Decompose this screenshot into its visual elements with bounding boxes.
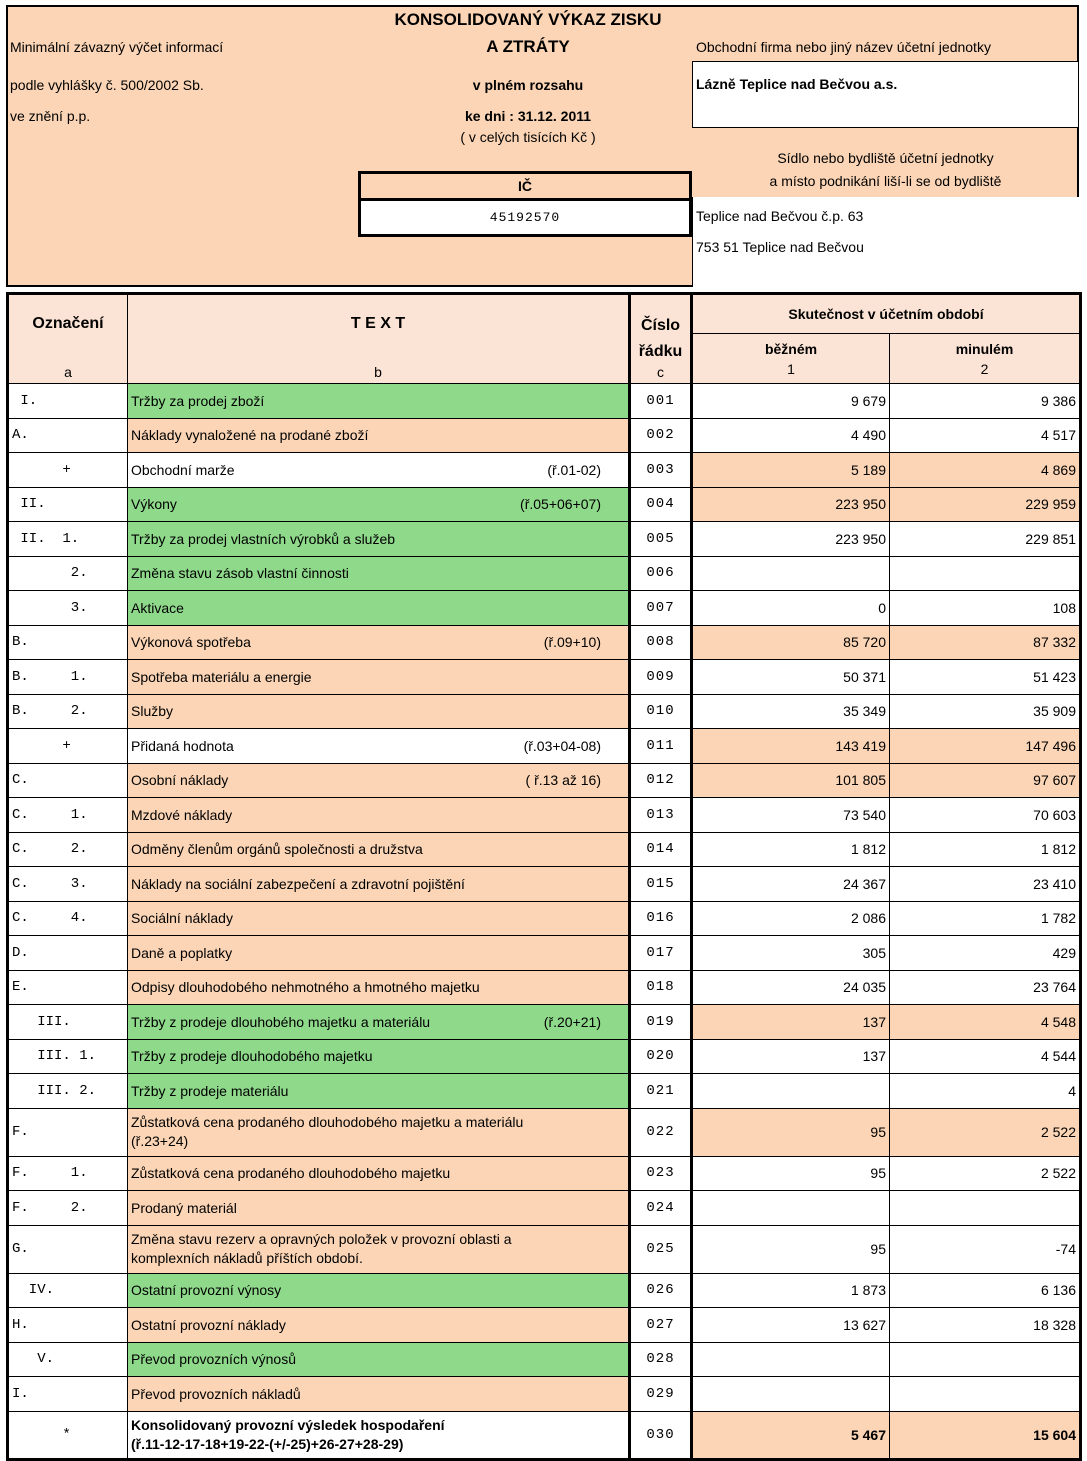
address-line2: 753 51 Teplice nad Bečvou — [696, 239, 864, 255]
value-previous: 23 410 — [890, 867, 1081, 902]
row-number: 013 — [630, 798, 692, 833]
row-label: Aktivace — [131, 599, 184, 616]
value-current: 2 086 — [692, 901, 890, 936]
row-label: Tržby z prodeje dlouhodobého majetku — [131, 1048, 373, 1065]
value-current: 95 — [692, 1225, 890, 1273]
ic-value: 45192570 — [489, 210, 561, 225]
value-previous: 1 782 — [890, 901, 1081, 936]
income-statement-table — [6, 292, 1082, 1461]
row-designation: A. — [8, 418, 128, 453]
row-label: Výkony — [131, 496, 177, 513]
ic-label: IČ — [361, 174, 689, 201]
row-designation: I. — [8, 1377, 128, 1412]
table-row — [8, 522, 1081, 557]
row-designation: II. — [8, 487, 128, 522]
table-row — [8, 384, 1081, 419]
value-current: 13 627 — [692, 1308, 890, 1343]
report-title-line1: KONSOLIDOVANÝ VÝKAZ ZISKU — [394, 10, 662, 29]
value-current — [692, 1074, 890, 1109]
row-designation: + — [8, 453, 128, 488]
row-designation: E. — [8, 970, 128, 1005]
report-title-line2: A ZTRÁTY — [486, 37, 570, 56]
table-row — [8, 487, 1081, 522]
value-previous: 2 522 — [890, 1156, 1081, 1191]
row-number: 025 — [630, 1225, 692, 1273]
table-row — [8, 1411, 1081, 1459]
value-current — [692, 1191, 890, 1226]
report-sheet — [6, 5, 1079, 1461]
row-text — [128, 936, 630, 971]
value-current — [692, 556, 890, 591]
value-previous: 2 522 — [890, 1108, 1081, 1156]
row-text — [128, 556, 630, 591]
row-text — [128, 832, 630, 867]
row-number: 024 — [630, 1191, 692, 1226]
row-text — [128, 1342, 630, 1377]
table-row — [8, 1156, 1081, 1191]
table-row — [8, 936, 1081, 971]
table-row — [8, 418, 1081, 453]
table-row — [8, 1074, 1081, 1109]
row-text — [128, 660, 630, 695]
table-row — [8, 694, 1081, 729]
row-text-line2: komplexních nákladů příštích období. — [131, 1250, 363, 1266]
row-text — [128, 418, 630, 453]
row-designation: C. 2. — [8, 832, 128, 867]
column-header-period: Skutečnost v účetním období — [692, 294, 1081, 334]
row-formula: (ř.20+21) — [543, 1013, 601, 1030]
value-previous: 4 — [890, 1074, 1081, 1109]
row-number: 020 — [630, 1039, 692, 1074]
row-designation: C. 4. — [8, 901, 128, 936]
row-number: 012 — [630, 763, 692, 798]
value-previous: 51 423 — [890, 660, 1081, 695]
row-label: Tržby za prodej vlastních výrobků a služeb — [131, 530, 396, 547]
row-label: Osobní náklady — [131, 772, 229, 789]
table-row — [8, 1342, 1081, 1377]
row-text — [128, 1074, 630, 1109]
row-number: 029 — [630, 1377, 692, 1412]
row-number: 002 — [630, 418, 692, 453]
row-text — [128, 694, 630, 729]
row-label: Prodaný materiál — [131, 1199, 237, 1216]
row-number: 018 — [630, 970, 692, 1005]
value-current: 35 349 — [692, 694, 890, 729]
value-previous: 97 607 — [890, 763, 1081, 798]
row-label: Změna stavu zásob vlastní činnosti — [131, 565, 349, 582]
row-text — [128, 798, 630, 833]
row-number: 008 — [630, 625, 692, 660]
value-previous: 108 — [890, 591, 1081, 626]
row-formula: ( ř.13 až 16) — [525, 772, 601, 789]
table-row — [8, 1039, 1081, 1074]
row-number: 026 — [630, 1273, 692, 1308]
row-designation: C. 3. — [8, 867, 128, 902]
row-text — [128, 384, 630, 419]
row-designation: * — [8, 1411, 128, 1459]
row-label: Mzdové náklady — [131, 806, 233, 823]
row-label: Odpisy dlouhodobého nehmotného a hmotného majetku — [131, 979, 480, 996]
value-previous: 229 959 — [890, 487, 1081, 522]
row-text-line2: (ř.11-12-17-18+19-22-(+/-25)+26-27+28-29) — [131, 1435, 404, 1452]
row-text — [128, 1411, 630, 1459]
row-text — [128, 1156, 630, 1191]
row-number: 022 — [630, 1108, 692, 1156]
table-row — [8, 867, 1081, 902]
table-row — [8, 1225, 1081, 1273]
value-previous: 229 851 — [890, 522, 1081, 557]
row-designation: III. — [8, 1005, 128, 1040]
value-previous: 87 332 — [890, 625, 1081, 660]
report-scope: v plném rozsahu — [472, 77, 584, 93]
value-current: 5 189 — [692, 453, 890, 488]
row-text — [128, 1225, 630, 1273]
value-previous: 1 812 — [890, 832, 1081, 867]
row-text — [128, 1108, 630, 1156]
table-row — [8, 970, 1081, 1005]
legal-note-line3: ve znění p.p. — [10, 108, 91, 124]
value-previous: 9 386 — [890, 384, 1081, 419]
row-text — [128, 1377, 630, 1412]
table-row — [8, 453, 1081, 488]
row-designation: 2. — [8, 556, 128, 591]
row-text — [128, 1273, 630, 1308]
row-designation: IV. — [8, 1273, 128, 1308]
value-current — [692, 1342, 890, 1377]
value-previous: 4 544 — [890, 1039, 1081, 1074]
row-number: 021 — [630, 1074, 692, 1109]
value-current: 1 873 — [692, 1273, 890, 1308]
report-date: ke dni : 31.12. 2011 — [464, 108, 592, 124]
row-label: Tržby z prodeje materiálu — [131, 1082, 289, 1099]
row-label: Obchodní marže — [131, 461, 235, 478]
value-current: 305 — [692, 936, 890, 971]
address-box — [692, 197, 1079, 287]
row-label: Služby — [131, 703, 174, 720]
value-previous — [890, 1377, 1081, 1412]
row-label: Ostatní provozní výnosy — [131, 1282, 282, 1299]
table-row — [8, 763, 1081, 798]
legal-note-line1: Minimální závazný výčet informací — [10, 39, 224, 55]
table-row — [8, 556, 1081, 591]
row-label: Převod provozních nákladů — [131, 1385, 301, 1402]
row-text — [128, 729, 630, 764]
value-previous: 15 604 — [890, 1411, 1081, 1459]
value-current: 5 467 — [692, 1411, 890, 1459]
table-row — [8, 1308, 1081, 1343]
row-number: 017 — [630, 936, 692, 971]
row-designation: III. 2. — [8, 1074, 128, 1109]
row-number: 006 — [630, 556, 692, 591]
value-current: 4 490 — [692, 418, 890, 453]
seat-label-line2: a místo podnikání liší-li se od bydliště — [769, 173, 1002, 189]
row-text — [128, 763, 630, 798]
row-label: Výkonová spotřeba — [131, 634, 251, 651]
report-units: ( v celých tisících Kč ) — [460, 129, 596, 145]
row-designation: H. — [8, 1308, 128, 1343]
row-designation: B. 2. — [8, 694, 128, 729]
table-row — [8, 660, 1081, 695]
value-current: 101 805 — [692, 763, 890, 798]
report-header — [6, 5, 1079, 287]
row-text — [128, 1039, 630, 1074]
table-row — [8, 798, 1081, 833]
row-text — [128, 1191, 630, 1226]
row-label: Sociální náklady — [131, 910, 233, 927]
column-header-row-no: Číslo řádku c — [630, 294, 692, 384]
firm-box — [692, 61, 1079, 128]
value-previous: 147 496 — [890, 729, 1081, 764]
row-text — [128, 1005, 630, 1040]
value-previous: 35 909 — [890, 694, 1081, 729]
legal-note-line2: podle vyhlášky č. 500/2002 Sb. — [10, 77, 204, 93]
row-label: Odměny členům orgánů společnosti a družstva — [131, 841, 423, 858]
value-current: 95 — [692, 1156, 890, 1191]
row-designation: I. — [8, 384, 128, 419]
row-formula: (ř.01-02) — [547, 461, 601, 478]
row-designation: + — [8, 729, 128, 764]
value-previous: 6 136 — [890, 1273, 1081, 1308]
row-number: 016 — [630, 901, 692, 936]
row-designation: II. 1. — [8, 522, 128, 557]
row-number: 004 — [630, 487, 692, 522]
row-designation: 3. — [8, 591, 128, 626]
value-current: 9 679 — [692, 384, 890, 419]
row-label: Tržby za prodej zboží — [131, 392, 265, 409]
column-header-designation: Označení a — [8, 294, 128, 384]
row-text-line2: (ř.23+24) — [131, 1133, 189, 1149]
value-previous: 23 764 — [890, 970, 1081, 1005]
value-current: 24 367 — [692, 867, 890, 902]
row-designation: B. 1. — [8, 660, 128, 695]
value-current: 137 — [692, 1005, 890, 1040]
table-row — [8, 1273, 1081, 1308]
value-previous — [890, 1191, 1081, 1226]
row-text-line1: Konsolidovaný provozní výsledek hospodaření — [131, 1416, 445, 1433]
row-label: Daně a poplatky — [131, 944, 233, 961]
value-previous: 4 869 — [890, 453, 1081, 488]
row-number: 015 — [630, 867, 692, 902]
row-label: Spotřeba materiálu a energie — [131, 668, 312, 685]
value-previous — [890, 556, 1081, 591]
row-label: Náklady vynaložené na prodané zboží — [131, 427, 369, 444]
row-designation: B. — [8, 625, 128, 660]
row-text — [128, 487, 630, 522]
table-row — [8, 901, 1081, 936]
table-row — [8, 729, 1081, 764]
value-current: 0 — [692, 591, 890, 626]
column-header-text: T E X T b — [128, 294, 630, 384]
row-number: 005 — [630, 522, 692, 557]
row-label: Přidaná hodnota — [131, 737, 234, 754]
row-designation: C. 1. — [8, 798, 128, 833]
row-label: Ostatní provozní náklady — [131, 1316, 286, 1333]
row-designation: C. — [8, 763, 128, 798]
value-previous: -74 — [890, 1225, 1081, 1273]
table-row — [8, 1377, 1081, 1412]
row-text-line1: Změna stavu rezerv a opravných položek v provozní oblasti a — [131, 1231, 512, 1247]
row-designation: III. 1. — [8, 1039, 128, 1074]
value-previous: 18 328 — [890, 1308, 1081, 1343]
table-row — [8, 591, 1081, 626]
row-label: Náklady na sociální zabezpečení a zdravotní pojištění — [131, 875, 465, 892]
value-current — [692, 1377, 890, 1412]
value-current: 85 720 — [692, 625, 890, 660]
value-current: 24 035 — [692, 970, 890, 1005]
row-text — [128, 453, 630, 488]
row-number: 009 — [630, 660, 692, 695]
value-current: 1 812 — [692, 832, 890, 867]
row-designation: G. — [8, 1225, 128, 1273]
firm-name: Lázně Teplice nad Bečvou a.s. — [696, 76, 898, 92]
row-text — [128, 901, 630, 936]
table-header-row-1 — [8, 294, 1081, 334]
row-text-line1: Zůstatková cena prodaného dlouhodobého majetku a materiálu — [131, 1114, 524, 1130]
row-number: 001 — [630, 384, 692, 419]
row-text — [128, 522, 630, 557]
firm-label: Obchodní firma nebo jiný název účetní jednotky — [696, 39, 991, 55]
row-designation: F. — [8, 1108, 128, 1156]
value-current: 50 371 — [692, 660, 890, 695]
value-current: 137 — [692, 1039, 890, 1074]
row-number: 011 — [630, 729, 692, 764]
row-text — [128, 625, 630, 660]
row-designation: F. 2. — [8, 1191, 128, 1226]
value-previous: 70 603 — [890, 798, 1081, 833]
address-line1: Teplice nad Bečvou č.p. 63 — [696, 208, 864, 224]
value-current: 143 419 — [692, 729, 890, 764]
row-number: 010 — [630, 694, 692, 729]
row-text — [128, 1308, 630, 1343]
value-current: 223 950 — [692, 522, 890, 557]
row-designation: F. 1. — [8, 1156, 128, 1191]
row-formula: (ř.05+06+07) — [520, 496, 601, 513]
column-header-current: běžném 1 — [692, 334, 890, 384]
row-number: 027 — [630, 1308, 692, 1343]
row-number: 014 — [630, 832, 692, 867]
value-current: 95 — [692, 1108, 890, 1156]
row-text — [128, 970, 630, 1005]
table-row — [8, 625, 1081, 660]
row-designation: D. — [8, 936, 128, 971]
row-formula: (ř.09+10) — [543, 634, 601, 651]
value-current: 73 540 — [692, 798, 890, 833]
row-number: 023 — [630, 1156, 692, 1191]
row-text — [128, 591, 630, 626]
table-row — [8, 832, 1081, 867]
table-row — [8, 1005, 1081, 1040]
row-number: 028 — [630, 1342, 692, 1377]
value-current: 223 950 — [692, 487, 890, 522]
row-designation: V. — [8, 1342, 128, 1377]
table-row — [8, 1108, 1081, 1156]
row-formula: (ř.03+04-08) — [523, 737, 601, 754]
ic-box — [358, 171, 692, 237]
column-header-previous: minulém 2 — [890, 334, 1081, 384]
value-previous: 429 — [890, 936, 1081, 971]
row-text — [128, 867, 630, 902]
row-label: Převod provozních výnosů — [131, 1351, 296, 1368]
value-previous: 4 517 — [890, 418, 1081, 453]
value-previous — [890, 1342, 1081, 1377]
row-label: Tržby z prodeje dlouhobého majetku a materiálu — [131, 1013, 431, 1030]
seat-label-line1: Sídlo nebo bydliště účetní jednotky — [777, 150, 994, 166]
row-label: Zůstatková cena prodaného dlouhodobého majetku — [131, 1165, 451, 1182]
row-number: 030 — [630, 1411, 692, 1459]
row-number: 003 — [630, 453, 692, 488]
value-previous: 4 548 — [890, 1005, 1081, 1040]
table-row — [8, 1191, 1081, 1226]
row-number: 007 — [630, 591, 692, 626]
row-number: 019 — [630, 1005, 692, 1040]
